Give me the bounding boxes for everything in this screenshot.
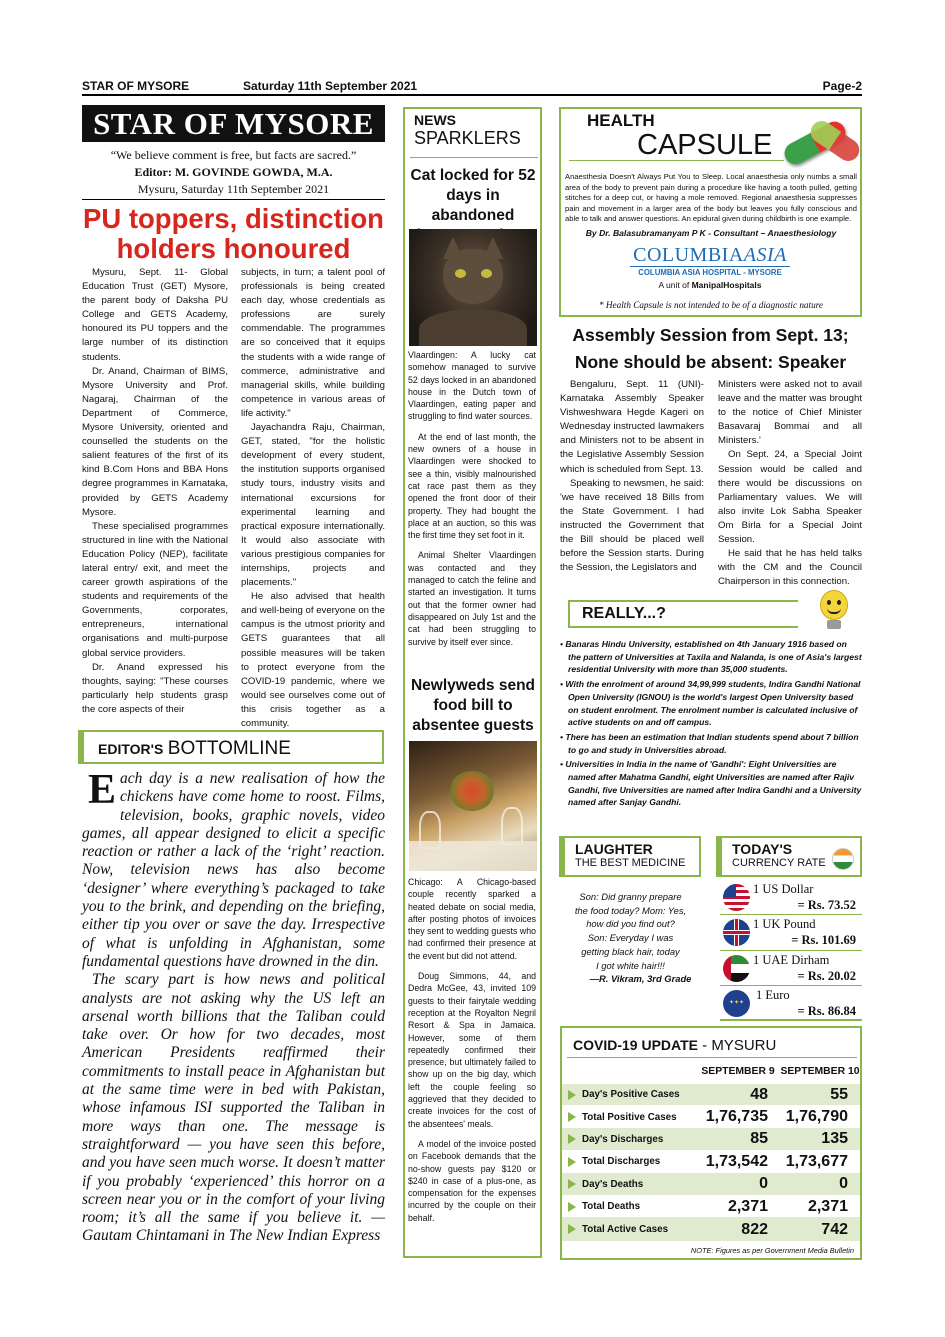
header-date: Saturday 11th September 2021 (243, 79, 418, 93)
masthead (82, 105, 385, 203)
pu-column-1 (82, 266, 228, 717)
bulb-icon (814, 588, 854, 634)
laughter-label-bold: LAUGHTER (575, 841, 653, 857)
masthead-dateline: Mysuru, Saturday 11th September 2021 (82, 182, 385, 200)
header-paper-name: STAR OF MYSORE (82, 79, 190, 93)
assembly-column-1 (560, 378, 704, 575)
pu-para: Dr. Anand, Chairman of BIMS, Mysore University and Prof. Nagaraj, Chairman of the Department of Commerce, Mysore University, oriented and counselled the students on the salient features of the first of its kind B.Com Hons and BBA Hons degree programmes in Karnataka, provided by GETS Academy Mysore. (82, 365, 228, 518)
newlyweds-headline: Newlyweds send food bill to absentee guests (410, 677, 536, 734)
uae-flag-icon (723, 955, 750, 982)
pu-para: Mysuru, Sept. 11- Global Education Trust (GET) Mysore, the parent body of Daksha PU College and GETS Academy, honoured its PU toppers and the large number of its distinction students. (82, 267, 228, 363)
laughter-joke: Son: Did granny prepare the food today? Mom: Yes, how did you find out? Son: Everyday I was getting black hair, today I got white hair!!! —R. Vikram, 3rd Grade (560, 890, 701, 986)
really-label: REALLY...? (582, 605, 666, 622)
pu-para: Jayachandra Raju, Chairman, GET, stated, "for the holistic development of every student, the institution supports organised study tours, industry visits and international excursions for experimental learning and practical exposure internationally. It would also associate with various prestigious companies for internships, projects and placements." (241, 422, 385, 589)
masthead-editor: Editor: M. GOVINDE GOWDA, M.A. (134, 165, 333, 179)
currency-row: 1 US Dollar = Rs. 73.52 (720, 880, 862, 915)
currency-label-box (720, 836, 862, 877)
bottomline-label-light: BOTTOMLINE (167, 738, 291, 759)
bottomline-label-box (82, 730, 384, 764)
sparklers-label (410, 112, 538, 158)
health-label-bold: HEALTH (587, 111, 655, 130)
pu-para: subjects, in turn; a talent pool of professionals is being created each day, whose credentials as professions are surely commendable. The programmes are so conceived that it equips the students with a wide range of commerce, administrative and managerial skills, while building competence in various areas of life activity." (241, 267, 385, 419)
currency-row: ✦✦✦ 1 Euro = Rs. 86.84 (720, 986, 862, 1021)
really-item: • Banaras Hindu University, established on 4th January 1916 based on the pattern of Universities at Taxila and Nalanda, is one of Asia's largest residential University with more than 35,000 students. (560, 639, 862, 675)
cat-para: At the end of last month, the new owners of a house in Vlaardingen were shocked to see a thin, visibly malnourished cat race past them as they opened the front door of their property. They had bought the place at an auction, so this was the first time they set foot in it. (408, 431, 536, 541)
masthead-title: STAR OF MYSORE (82, 105, 385, 142)
assembly-headline-2: None should be absent: Speaker (574, 352, 847, 372)
newlyweds-para: A model of the invoice posted on Facebook demands that the no-show guests pay $120 or $240 in case of a plus-one, as compensation for the expenses incurred by the couple on their behalf. (408, 1138, 536, 1223)
assembly-para: Speaking to newsmen, he said: 'we have received 18 Bills from the State Government. I had instructed the Government that the Bill should be placed well before the Session starts. During the Session, the Legislators and (560, 477, 704, 574)
health-body: Anaesthesia Doesn't Always Put You to Sleep. Local anaesthesia only numbs a small area of the body to prevent pain during a procedure like having a tooth pulled, getting stitches for a deep cut, or having a mole removed. Regional anaesthesia suppresses pain and movement in a larger area of the body but leaves you fully conscious and able to talk and answer questions. An epidural given during childbirth is one example. (565, 172, 857, 223)
bottomline-label-bold: EDITOR'S (98, 741, 164, 757)
header-page-number: Page-2 (822, 79, 862, 93)
bottomline-para-2: The scary part is how news and political analysts are not asking why the US left an arsenal worth billions that the Taliban could take over. Or how for two decades, most American Presidents reaffirmed their commitments to install peace in Afghanistan but at the same time were in bed with Pakistan, whose infamous ISI supported the Taliban in more ways than one. The message is straightforward — you have seen this before, and you have seen much worse. It doesn’t matter if you probably ‘experienced’ this horror on a screen near you or in the comfort of your living room; it’s all the same if you believe it. —Gautam Chintamani in The New Indian Express (82, 971, 385, 1245)
assembly-headline-1: Assembly Session from Sept. 13; (572, 325, 849, 345)
assembly-column-2 (718, 378, 862, 589)
covid-title (567, 1030, 857, 1058)
really-item: • There has been an estimation that Indian students spend about 7 billion to go and study in Universities abroad. (560, 731, 859, 755)
eu-flag-icon: ✦✦✦ (723, 990, 750, 1017)
covid-note: NOTE: Figures as per Government Media Bulletin (690, 1246, 854, 1255)
pu-headline: PU toppers, distinction holders honoured (83, 203, 384, 264)
really-item: • Universities in India in the name of 'Gandhi': Eight Universities are named after Mahatma Gandhi, eight Universities are named after Rajiv Gandhi, five Universities are named after Indira Gandhi and a University named after Sanjay Gandhi. (560, 759, 862, 808)
bottomline-text (82, 767, 385, 1246)
logo-unit-text: A unit of (658, 280, 692, 290)
currency-row: 1 UK Pound = Rs. 101.69 (720, 915, 862, 951)
masthead-motto: “We believe comment is free, but facts are sacred.” (110, 148, 357, 162)
sparklers-label-light: SPARKLERS (414, 128, 521, 148)
covid-title-bold: COVID-19 UPDATE (573, 1037, 698, 1053)
sparklers-label-bold: NEWS (414, 112, 456, 128)
currency-rates (720, 880, 862, 1021)
cat-headline: Cat locked for 52 days in abandoned (410, 167, 536, 224)
health-note: * Health Capsule is not intended to be of a diagnostic nature (599, 300, 823, 310)
currency-label-light: CURRENCY RATE (732, 857, 826, 869)
pu-para: Dr. Anand expressed his thoughts, saying: "These courses particularly help students grasp the core aspects of their (82, 661, 228, 715)
laughter-label-box (563, 836, 701, 877)
india-flag-icon (832, 848, 854, 870)
columbia-asia-logo (620, 244, 800, 290)
cat-para: Vlaardingen: A lucky cat somehow managed to survive 52 days locked in an abandoned house in the Dutch town of Vlaardingen, eating paper and struggling to find water sources. (408, 350, 536, 422)
table-row: Total Active Cases 822 742 (562, 1218, 860, 1240)
covid-col-header-sep10: SEPTEMBER 10 (780, 1066, 860, 1077)
currency-label-bold: TODAY'S (732, 841, 793, 857)
logo-unit-brand: ManipalHospitals (691, 280, 762, 290)
laughter-label-light: THE BEST MEDICINE (575, 857, 686, 869)
us-flag-icon (723, 884, 750, 911)
health-capsule-label (569, 111, 784, 161)
table-row: Day's Deaths 0 0 (562, 1174, 860, 1196)
bottomline-para-1: ach day is a new realisation of how the chickens have come home to roost. Films, television, books, graphic novels, video games, all appear designed to elicit a specific reaction or rather a lack of the ‘right’ reaction. Now, television news has also become ‘designer’ where everything’s packaged to take you to the brink, and depending on the briefing, either tip you over or save the day. Irrespective of what is unfolding in Afghanistan, some fundamental questions have drowned in the din. (82, 770, 385, 970)
assembly-para: Ministers were asked not to avail leave and the matter was brought to the notice of Chief Minister Basavaraj Bommai and all Ministers.' (718, 379, 862, 447)
pu-para: These specialised programmes structured in line with the National Education Policy (NEP), facilitate lateral entry/ exit, and meet the career growth aspirations of the students and requirements of the Governments, corporates, entrepreneurs, international organisations and multi-purpose global service providers. (82, 520, 228, 659)
table-row: Day's Positive Cases 48 55 (562, 1084, 860, 1106)
currency-row: 1 UAE Dirham = Rs. 20.02 (720, 951, 862, 986)
cat-para: Animal Shelter Vlaardingen was contacted and they managed to catch the feline and started an investigation. It turns out that the former owner had disappeared on July 1st and the cat had been struggling to survive by itself ever since. (408, 550, 536, 647)
bottomline-dropcap: E (88, 767, 117, 813)
assembly-para: Bengaluru, Sept. 11 (UNI)- Karnataka Assembly Speaker Vishweshwara Hegde Kageri on Wednesday instructed lawmakers and Ministers not to be absent in the Legislative Assembly Session which is scheduled from Sept. 13. (560, 379, 704, 475)
page-header (82, 78, 862, 96)
logo-text-b: ASIA (743, 244, 787, 266)
uk-flag-icon (723, 919, 750, 946)
newlyweds-story (408, 876, 536, 1224)
table-row: Total Positive Cases 1,76,735 1,76,790 (562, 1106, 860, 1128)
logo-text-a: COLUMBIA (633, 244, 744, 266)
laughter-credit: —R. Vikram, 3rd Grade (589, 973, 692, 985)
assembly-para: He said that he has held talks with the CM and the Council Chairperson in this connection. (718, 548, 862, 588)
pu-para: He also advised that health and well-being of everyone on the campus is the utmost priority and GETS guarantees that all possible measures will be taken to protect everyone from the COVID-19 pandemic, where we would see ourselves come out of this crisis together as a community. (241, 591, 386, 729)
table-row: Day's Discharges 85 135 (562, 1129, 860, 1151)
cat-photo (409, 229, 537, 346)
table-row: Total Discharges 1,73,542 1,73,677 (562, 1151, 860, 1173)
health-byline: By Dr. Balasubramanyam P K - Consultant – Anaesthesiology (585, 228, 837, 238)
cat-story (408, 349, 536, 648)
newlyweds-para: Chicago: A Chicago-based couple recently sparked a heated debate on social media, after posting photos of invoices they sent to wedding guests who had confirmed their presence at the event but did not attend. (408, 877, 536, 961)
really-list (560, 638, 862, 809)
table-row: Total Deaths 2,371 2,371 (562, 1196, 860, 1218)
pu-column-2 (241, 266, 385, 731)
capsule-icon (780, 112, 862, 164)
covid-title-light: - MYSURU (697, 1037, 777, 1054)
covid-table (562, 1084, 860, 1241)
newlyweds-para: Doug Simmons, 44, and Dedra McGee, 43, invited 109 guests to their fairytale wedding reception at the Royalton Negril Resort & Spa in Jamaica. However, some of them repeatedly confirmed their presence, but ultimately failed to show up on the big day, which left the couple feeling so aggrieved that they decided to create invoices for the cost of the absentees' meals. (408, 971, 536, 1129)
really-item: • With the enrolment of around 34,99,999 students, Indira Gandhi National Open University (IGNOU) is the world's largest Open University based on student enrolment. The enrolment number is calculated inclusive of active students on and off campus. (560, 679, 861, 728)
logo-subtitle: COLUMBIA ASIA HOSPITAL - MYSORE (630, 266, 790, 277)
really-label-box (568, 600, 798, 628)
assembly-para: On Sept. 24, a Special Joint Session would be called and there would be discussions on Parliamentary values. We will also invite Lok Sabha Speaker Om Birla for a Special Joint Session. (718, 449, 862, 546)
health-label-light: CAPSULE (637, 129, 773, 161)
covid-col-header-sep9: SEPTEMBER 9 (701, 1066, 775, 1077)
wedding-photo (409, 741, 537, 871)
